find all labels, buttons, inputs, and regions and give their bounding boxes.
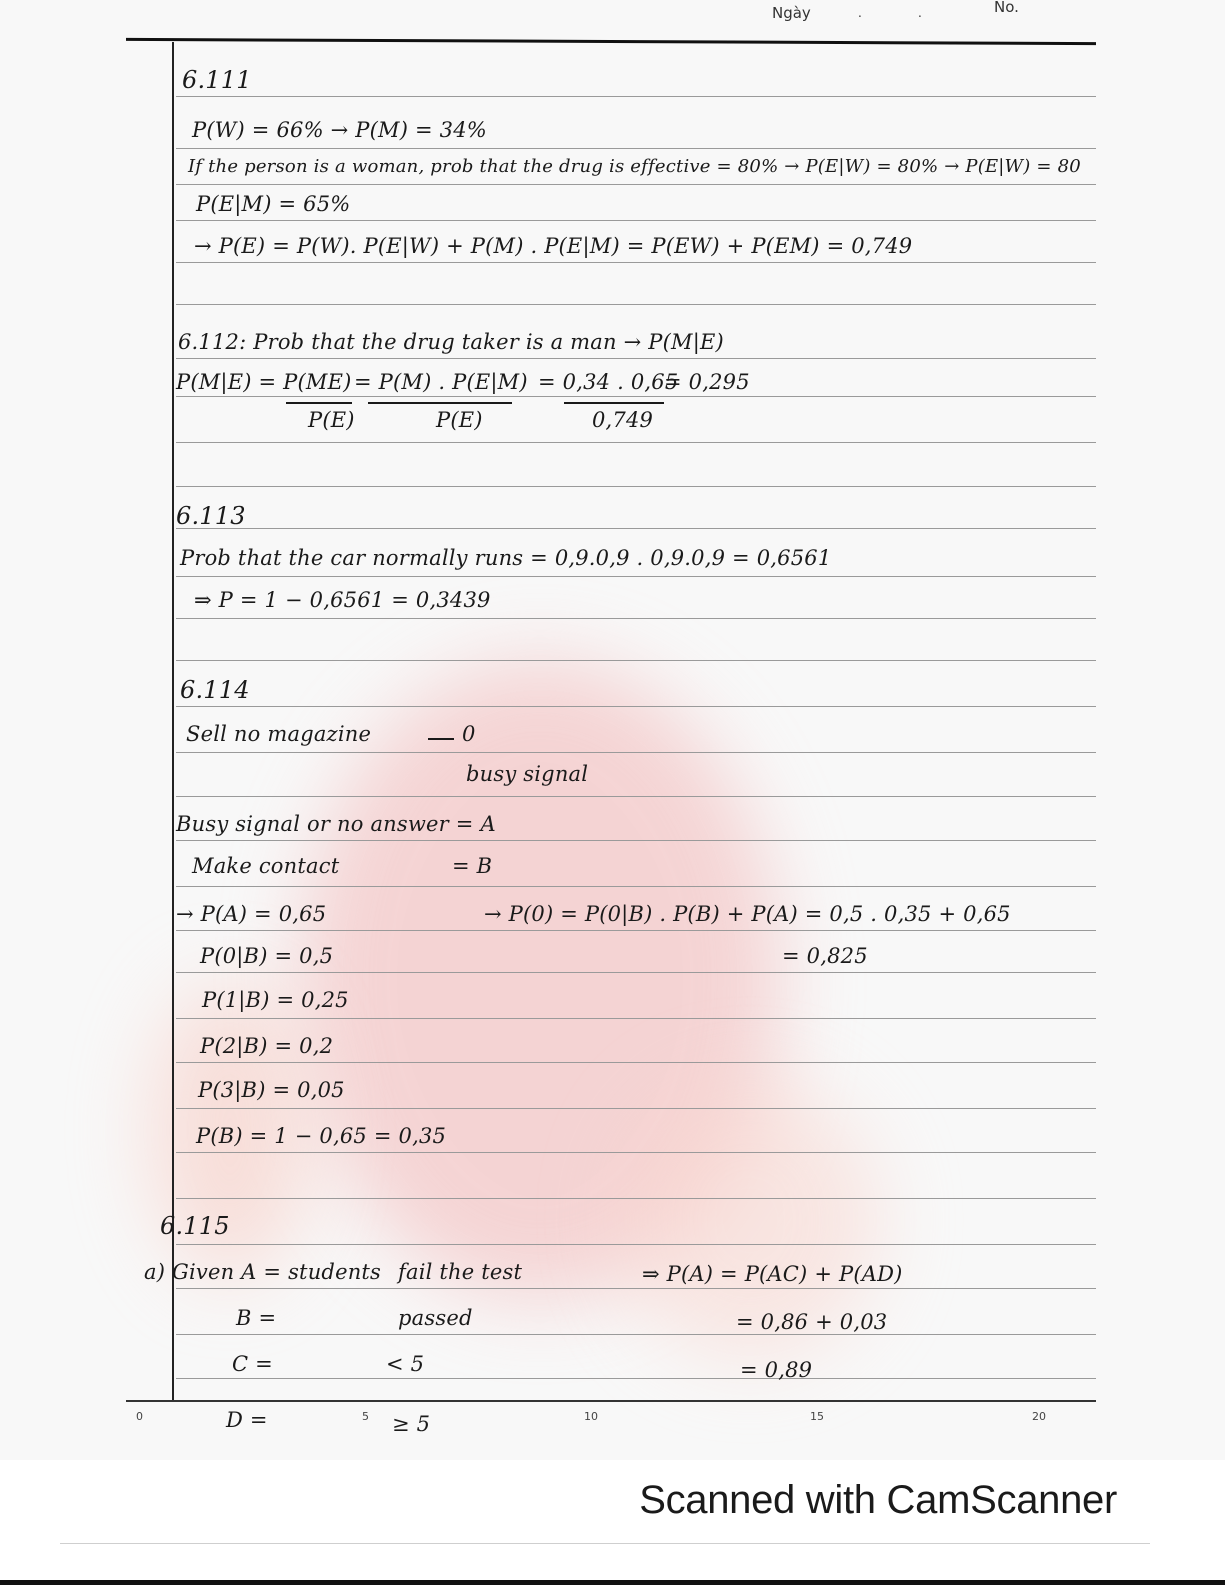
p115-passed: passed xyxy=(398,1306,473,1330)
p115-at-least-5: ≥ 5 xyxy=(392,1412,431,1436)
p111-line-1: P(W) = 66% → P(M) = 34% xyxy=(192,118,487,142)
p115-PA-sum: = 0,86 + 0,03 xyxy=(736,1310,888,1334)
p113-line-1: Prob that the car normally runs = 0,9.0,9 . 0,9.0,9 = 0,6561 xyxy=(180,546,832,570)
p115-D-eq: D = xyxy=(226,1408,268,1432)
ruled-line xyxy=(176,486,1096,487)
ruled-line xyxy=(176,96,1096,97)
p114-P3-given-B: P(3|B) = 0,05 xyxy=(198,1078,345,1102)
ruled-line xyxy=(176,972,1096,973)
ruler-number: 10 xyxy=(584,1410,598,1423)
p111-line-4: → P(E) = P(W). P(E|W) + P(M) . P(E|M) = P(EW) + P(EM) = 0,749 xyxy=(194,234,913,258)
ruled-line xyxy=(176,886,1096,887)
ruled-line xyxy=(176,262,1096,263)
ruled-line xyxy=(176,1378,1096,1379)
ruled-line xyxy=(176,304,1096,305)
top-rule xyxy=(126,38,1096,45)
ruled-line xyxy=(176,442,1096,443)
p112-fraction-values: = 0,34 . 0,65 xyxy=(538,370,679,394)
p112-denominator-1: P(E) xyxy=(308,408,355,432)
bottom-edge xyxy=(0,1580,1225,1585)
ruled-line xyxy=(176,528,1096,529)
ruled-line xyxy=(176,576,1096,577)
p114-eq-B: = B xyxy=(452,854,493,878)
p115-given-A: a) Given A = students xyxy=(144,1260,382,1284)
fraction-bar xyxy=(286,402,352,404)
ruler-number: 0 xyxy=(136,1410,143,1423)
p114-P0-formula: → P(0) = P(0|B) . P(B) + P(A) = 0,5 . 0,35 + 0,65 xyxy=(484,902,1011,926)
p115-less-than-5: < 5 xyxy=(386,1352,425,1376)
ruled-line xyxy=(176,1244,1096,1245)
branch-arrow xyxy=(428,738,454,740)
p111-line-2: If the person is a woman, prob that the drug is effective = 80% → P(E|W) = 80% → P(E|W) = 80 xyxy=(188,156,1081,177)
ruled-line xyxy=(176,1334,1096,1335)
ruled-line xyxy=(176,1018,1096,1019)
p114-PB: P(B) = 1 − 0,65 = 0,35 xyxy=(196,1124,447,1148)
ruled-line xyxy=(176,220,1096,221)
ruled-line xyxy=(176,796,1096,797)
ruled-line xyxy=(176,930,1096,931)
p111-line-3: P(E|M) = 65% xyxy=(196,192,351,216)
p114-P1-given-B: P(1|B) = 0,25 xyxy=(202,988,349,1012)
p114-make-contact: Make contact xyxy=(192,854,340,878)
ruler-number: 20 xyxy=(1032,1410,1046,1423)
bottom-ruler xyxy=(126,1400,1096,1402)
header-date-label: Ngày xyxy=(772,4,811,22)
ruled-line xyxy=(176,660,1096,661)
p114-sell-no-magazine: Sell no magazine xyxy=(186,722,372,746)
ruler-number: 15 xyxy=(810,1410,824,1423)
ruled-line xyxy=(176,840,1096,841)
p112-line-1: 6.112: Prob that the drug taker is a man → P(M|E) xyxy=(178,330,724,354)
ruled-line xyxy=(176,1288,1096,1289)
p114-PA: → P(A) = 0,65 xyxy=(176,902,327,926)
margin-rule xyxy=(172,42,174,1402)
p114-branch-busy-signal: busy signal xyxy=(466,762,589,786)
p112-denominator-3: 0,749 xyxy=(592,408,654,432)
header-dot: . xyxy=(918,6,922,20)
p114-P2-given-B: P(2|B) = 0,2 xyxy=(200,1034,334,1058)
ruled-line xyxy=(176,1062,1096,1063)
ruled-line xyxy=(176,706,1096,707)
problem-6-113-heading: 6.113 xyxy=(176,502,246,530)
fraction-bar xyxy=(368,402,512,404)
p114-P0-given-B: P(0|B) = 0,5 xyxy=(200,944,334,968)
p112-fraction-lhs: P(M|E) = P(ME) xyxy=(176,370,352,394)
p115-B-eq: B = xyxy=(236,1306,277,1330)
p112-denominator-2: P(E) xyxy=(436,408,483,432)
ruled-line xyxy=(176,1108,1096,1109)
problem-6-111-heading: 6.111 xyxy=(182,66,252,94)
p113-line-2: ⇒ P = 1 − 0,6561 = 0,3439 xyxy=(194,588,491,612)
problem-6-114-heading: 6.114 xyxy=(180,676,250,704)
ruler-number: 5 xyxy=(362,1410,369,1423)
p115-C-eq: C = xyxy=(232,1352,273,1376)
ruled-line xyxy=(176,752,1096,753)
camscanner-watermark: Scanned with CamScanner xyxy=(639,1478,1117,1522)
ruled-line xyxy=(176,148,1096,149)
p115-PA-formula: ⇒ P(A) = P(AC) + P(AD) xyxy=(642,1262,903,1286)
problem-6-115-heading: 6.115 xyxy=(160,1212,230,1240)
ruled-line xyxy=(176,184,1096,185)
p115-fail-the-test: fail the test xyxy=(398,1260,523,1284)
footer-rule xyxy=(60,1543,1150,1544)
p114-line-A: Busy signal or no answer = A xyxy=(176,812,496,836)
p114-P0-result: = 0,825 xyxy=(782,944,868,968)
header-no-label: No. xyxy=(994,0,1019,16)
ruled-line xyxy=(176,396,1096,397)
ruled-line xyxy=(176,1198,1096,1199)
header-dot: . xyxy=(858,6,862,20)
p112-result: = 0,295 xyxy=(664,370,750,394)
ruled-line xyxy=(176,358,1096,359)
ruled-line xyxy=(176,1152,1096,1153)
p112-fraction-mid: = P(M) . P(E|M) xyxy=(354,370,528,394)
ruled-line xyxy=(176,618,1096,619)
fraction-bar xyxy=(564,402,664,404)
p115-PA-result: = 0,89 xyxy=(740,1358,813,1382)
p114-branch-zero: 0 xyxy=(462,722,476,746)
